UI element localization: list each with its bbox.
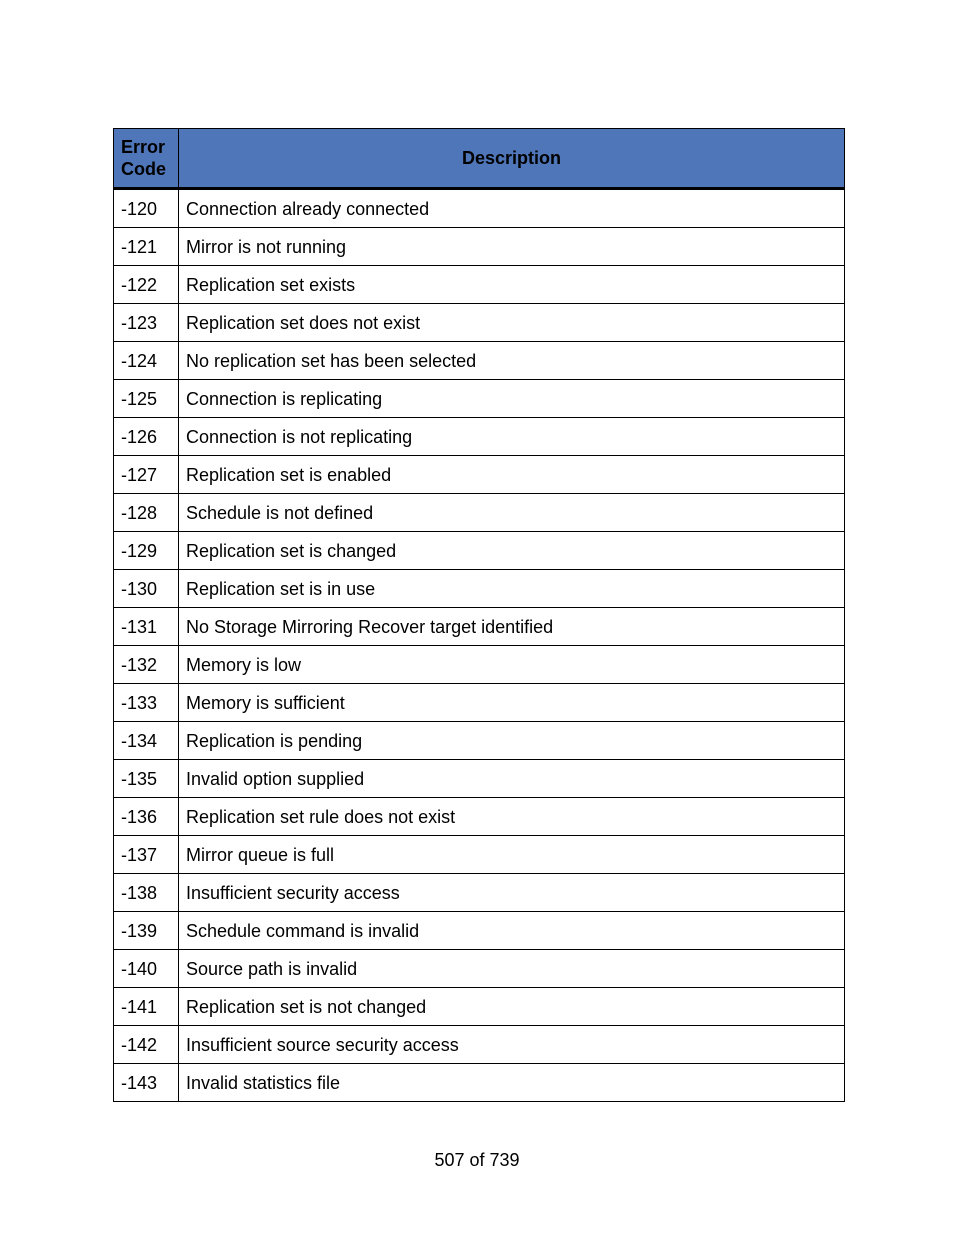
header-description: Description — [179, 129, 845, 189]
table-row — [114, 798, 845, 836]
table-row — [114, 646, 845, 684]
table-row — [114, 1026, 845, 1064]
table-row — [114, 418, 845, 456]
table-row — [114, 304, 845, 342]
error-code-cell: -140 — [114, 950, 179, 988]
error-description-cell: Replication is pending — [179, 722, 845, 760]
error-description-cell: Insufficient security access — [179, 874, 845, 912]
error-code-cell: -126 — [114, 418, 179, 456]
error-code-cell: -139 — [114, 912, 179, 950]
error-code-cell: -135 — [114, 760, 179, 798]
error-description-cell: Schedule is not defined — [179, 494, 845, 532]
error-code-cell: -122 — [114, 266, 179, 304]
table-row — [114, 684, 845, 722]
table-row — [114, 266, 845, 304]
error-description-cell: Replication set is in use — [179, 570, 845, 608]
table-row — [114, 1064, 845, 1102]
error-code-cell: -137 — [114, 836, 179, 874]
error-description-cell: Schedule command is invalid — [179, 912, 845, 950]
error-code-cell: -138 — [114, 874, 179, 912]
table-row — [114, 874, 845, 912]
table-header-row — [114, 129, 845, 189]
table-row — [114, 760, 845, 798]
table-row — [114, 228, 845, 266]
error-description-cell: Memory is sufficient — [179, 684, 845, 722]
error-description-cell: Replication set rule does not exist — [179, 798, 845, 836]
error-code-cell: -142 — [114, 1026, 179, 1064]
table-row — [114, 380, 845, 418]
error-description-cell: Mirror queue is full — [179, 836, 845, 874]
error-description-cell: Connection is replicating — [179, 380, 845, 418]
error-description-cell: No Storage Mirroring Recover target identified — [179, 608, 845, 646]
error-description-cell: Replication set is enabled — [179, 456, 845, 494]
error-code-table — [113, 128, 845, 1102]
error-description-cell: Insufficient source security access — [179, 1026, 845, 1064]
error-description-cell: Memory is low — [179, 646, 845, 684]
error-description-cell: Replication set is not changed — [179, 988, 845, 1026]
table-row — [114, 494, 845, 532]
error-code-cell: -123 — [114, 304, 179, 342]
table-row — [114, 836, 845, 874]
error-code-cell: -141 — [114, 988, 179, 1026]
table-row — [114, 722, 845, 760]
error-code-cell: -127 — [114, 456, 179, 494]
table-row — [114, 342, 845, 380]
error-code-cell: -136 — [114, 798, 179, 836]
page-number: 507 of 739 — [434, 1150, 520, 1170]
table-row — [114, 532, 845, 570]
error-description-cell: Invalid option supplied — [179, 760, 845, 798]
header-error-code: Error Code — [114, 129, 179, 189]
table-row — [114, 912, 845, 950]
error-code-cell: -120 — [114, 189, 179, 228]
error-code-cell: -132 — [114, 646, 179, 684]
error-code-cell: -125 — [114, 380, 179, 418]
table-row — [114, 189, 845, 228]
error-code-cell: -143 — [114, 1064, 179, 1102]
table-body — [114, 189, 845, 1102]
error-description-cell: Mirror is not running — [179, 228, 845, 266]
error-code-cell: -133 — [114, 684, 179, 722]
table-row — [114, 988, 845, 1026]
error-description-cell: Source path is invalid — [179, 950, 845, 988]
error-code-cell: -134 — [114, 722, 179, 760]
error-description-cell: Connection already connected — [179, 189, 845, 228]
error-code-cell: -130 — [114, 570, 179, 608]
error-description-cell: Connection is not replicating — [179, 418, 845, 456]
error-code-cell: -124 — [114, 342, 179, 380]
table-row — [114, 570, 845, 608]
table-row — [114, 608, 845, 646]
error-code-cell: -129 — [114, 532, 179, 570]
error-code-cell: -128 — [114, 494, 179, 532]
error-description-cell: Invalid statistics file — [179, 1064, 845, 1102]
error-code-cell: -131 — [114, 608, 179, 646]
error-description-cell: Replication set does not exist — [179, 304, 845, 342]
error-description-cell: Replication set is changed — [179, 532, 845, 570]
table-row — [114, 456, 845, 494]
error-code-cell: -121 — [114, 228, 179, 266]
error-description-cell: Replication set exists — [179, 266, 845, 304]
table-row — [114, 950, 845, 988]
error-description-cell: No replication set has been selected — [179, 342, 845, 380]
